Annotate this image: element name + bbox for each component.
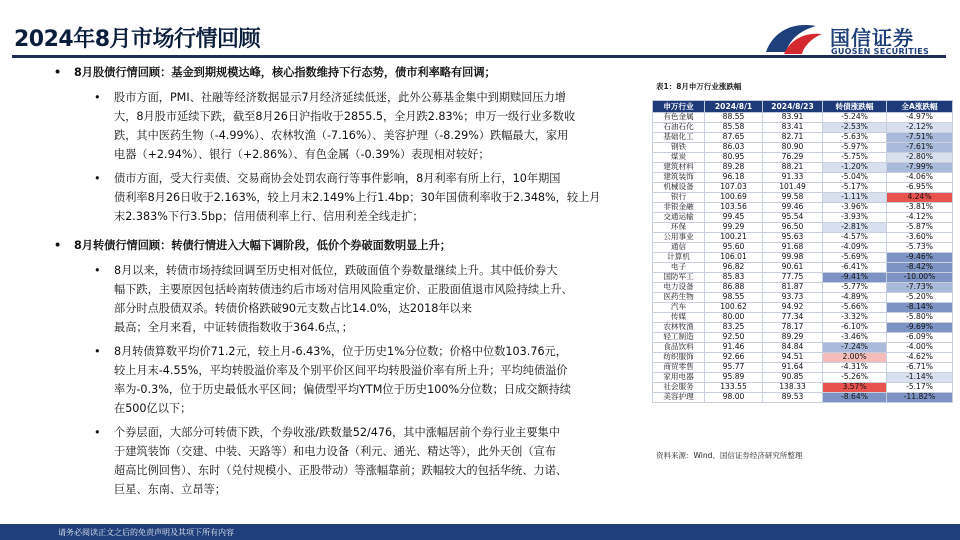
table-cell: 医药生物	[653, 293, 705, 303]
text-line: 于建筑装饰（交建、中装、天路等）和电力设备（利元、通光、精达等），此外天创（宣布	[114, 445, 556, 458]
table-cell: -4.97%	[887, 113, 953, 123]
table-cell: -4.00%	[887, 343, 953, 353]
table-cell: 95.77	[705, 363, 763, 373]
table-cell: 92.50	[705, 333, 763, 343]
table-cell: 100.21	[705, 233, 763, 243]
section-convertible-heading: • 8月转债行情回顾：转债行情进入大幅下调阶段，低价个券破面数明显上升；	[62, 236, 642, 255]
table-cell: 建筑装饰	[653, 173, 705, 183]
brand-logo	[764, 20, 954, 62]
table-cell: 82.71	[763, 133, 823, 143]
table-row	[653, 373, 953, 383]
table-cell: -5.80%	[887, 313, 953, 323]
table-row	[653, 213, 953, 223]
table-cell: 85.58	[705, 123, 763, 133]
table-row	[653, 323, 953, 333]
table-cell: 80.95	[705, 153, 763, 163]
table-row	[653, 193, 953, 203]
table-cell: 85.83	[705, 273, 763, 283]
table-row	[653, 353, 953, 363]
text-line: 巨星、东南、立昂等；	[114, 483, 226, 496]
table-cell: 轻工制造	[653, 333, 705, 343]
table-cell: -3.32%	[823, 313, 887, 323]
table-cell: -9.46%	[887, 253, 953, 263]
table-cell: 99.98	[763, 253, 823, 263]
table-row	[653, 153, 953, 163]
table-cell: -5.66%	[823, 303, 887, 313]
table-cell: 90.61	[763, 263, 823, 273]
bullet-convertible-valuation	[114, 342, 642, 418]
table-cell: 96.50	[763, 223, 823, 233]
table-cell: 84.84	[763, 343, 823, 353]
table-cell: 88.21	[763, 163, 823, 173]
table-cell: -2.81%	[823, 223, 887, 233]
table-cell: 95.89	[705, 373, 763, 383]
table-cell: -3.96%	[823, 203, 887, 213]
bullet-convertible-trend	[114, 261, 642, 337]
table-cell: 94.92	[763, 303, 823, 313]
table-cell: 98.00	[705, 393, 763, 403]
table-cell: 93.73	[763, 293, 823, 303]
table-cell: 社会服务	[653, 383, 705, 393]
table-cell: 4.24%	[887, 193, 953, 203]
text-line: 末2.383%下行3.5bp；信用债利率上行、信用利差全线走扩；	[114, 210, 424, 223]
table-cell: 91.68	[763, 243, 823, 253]
table-caption: 表1：8月申万行业涨跌幅	[656, 82, 742, 91]
table-cell: -4.57%	[823, 233, 887, 243]
table-cell: -5.73%	[887, 243, 953, 253]
table-row	[653, 263, 953, 273]
table-row	[653, 173, 953, 183]
table-cell: -5.77%	[823, 283, 887, 293]
table-cell: -2.12%	[887, 123, 953, 133]
table-row	[653, 133, 953, 143]
table-cell: 103.56	[705, 203, 763, 213]
table-cell: 101.49	[763, 183, 823, 193]
table-cell: 80.90	[763, 143, 823, 153]
table-cell: 81.87	[763, 283, 823, 293]
text-line: • 股市方面，PMI、社融等经济数据显示7月经济延续低迷，此外公募基金集中到期赎回压力增	[114, 91, 566, 104]
table-cell: 家用电器	[653, 373, 705, 383]
table-cell: -4.12%	[887, 213, 953, 223]
text-line: 债利率8月26日收于2.163%，较上月末2.149%上行1.4bp；30年国债利率收于2.348%，较上月	[114, 191, 601, 204]
table-cell: -7.24%	[823, 343, 887, 353]
table-cell: -4.06%	[887, 173, 953, 183]
table-cell: -9.69%	[887, 323, 953, 333]
table-cell: 钢铁	[653, 143, 705, 153]
table-cell: -5.63%	[823, 133, 887, 143]
report-body	[62, 63, 642, 499]
table-cell: 96.18	[705, 173, 763, 183]
table-cell: -5.75%	[823, 153, 887, 163]
footer-bar	[0, 524, 960, 540]
text-line: 率为-0.3%，位于历史最低水平区间；偏债型平均YTM位于历史100%分位数；日成交额持续	[114, 383, 571, 396]
table-row	[653, 273, 953, 283]
table-cell: 138.33	[763, 383, 823, 393]
table-cell: -6.41%	[823, 263, 887, 273]
industry-returns-table	[652, 100, 953, 403]
text-line: 较上月末-4.55%，平均转股溢价率及个别平价区间平均转股溢价率有所上升；平均纯债溢价	[114, 364, 568, 377]
table-cell: 100.69	[705, 193, 763, 203]
table-row	[653, 143, 953, 153]
table-cell: -5.20%	[887, 293, 953, 303]
table-cell: 有色金属	[653, 113, 705, 123]
footer-disclaimer: 请务必阅读正文之后的免责声明及其项下所有内容	[58, 528, 234, 537]
logo-name-en: GUOSEN SECURITIES	[831, 47, 930, 56]
table-cell: 95.63	[763, 233, 823, 243]
section-stock-bond-heading: • 8月股债行情回顾：基金到期规模达峰，核心指数维持下行态势，债市利率略有回调；	[62, 63, 642, 82]
table-cell: 99.58	[763, 193, 823, 203]
text-line: 电器（+2.94%）、银行（+2.86%）、有色金属（-0.39%）表现相对较好；	[114, 148, 490, 161]
table-row	[653, 253, 953, 263]
table-cell: -4.62%	[887, 353, 953, 363]
table-row	[653, 243, 953, 253]
table-cell: 86.88	[705, 283, 763, 293]
table-cell: -5.04%	[823, 173, 887, 183]
table-cell: 80.00	[705, 313, 763, 323]
table-cell: 美容护理	[653, 393, 705, 403]
table-cell: 100.62	[705, 303, 763, 313]
table-row	[653, 363, 953, 373]
table-header-cell: 2024/8/23	[763, 101, 823, 113]
table-cell: 95.54	[763, 213, 823, 223]
text-line: 部分时点股债双杀。转债价格跌破90元支数占比14.0%，达2018年以来	[114, 302, 472, 315]
table-cell: 交通运输	[653, 213, 705, 223]
table-cell: -3.60%	[887, 233, 953, 243]
table-cell: -4.31%	[823, 363, 887, 373]
table-cell: 95.60	[705, 243, 763, 253]
table-cell: 92.66	[705, 353, 763, 363]
table-cell: 99.29	[705, 223, 763, 233]
table-cell: -1.11%	[823, 193, 887, 203]
table-cell: 83.41	[763, 123, 823, 133]
table-row	[653, 233, 953, 243]
table-header-cell: 2024/8/1	[705, 101, 763, 113]
text-line: • 8月以来，转债市场持续回调至历史相对低位，跌破面值个券数量继续上升。其中低价券大	[114, 264, 558, 277]
table-cell: 89.53	[763, 393, 823, 403]
table-cell: 99.45	[705, 213, 763, 223]
table-cell: 机械设备	[653, 183, 705, 193]
table-cell: 94.51	[763, 353, 823, 363]
table-cell: -3.46%	[823, 333, 887, 343]
table-row	[653, 313, 953, 323]
table-cell: 77.34	[763, 313, 823, 323]
table-row	[653, 343, 953, 353]
text-line: 最高；全月来看，中证转债指数收于364.6点，；	[114, 321, 353, 334]
table-cell: 88.55	[705, 113, 763, 123]
table-cell: -1.20%	[823, 163, 887, 173]
table-cell: -6.71%	[887, 363, 953, 373]
table-header-cell: 申万行业	[653, 101, 705, 113]
table-cell: 2.00%	[823, 353, 887, 363]
table-cell: -10.00%	[887, 273, 953, 283]
table-cell: -11.82%	[887, 393, 953, 403]
table-cell: 91.46	[705, 343, 763, 353]
text-line: 大，8月股市延续下跌，截至8月26日沪指收于2855.5，全月跌2.83%；申万一级行业多数收	[114, 110, 576, 123]
table-cell: -7.73%	[887, 283, 953, 293]
table-cell: 传媒	[653, 313, 705, 323]
table-cell: -5.26%	[823, 373, 887, 383]
table-cell: 96.82	[705, 263, 763, 273]
table-cell: 电子	[653, 263, 705, 273]
table-cell: -2.53%	[823, 123, 887, 133]
table-cell: -5.97%	[823, 143, 887, 153]
text-line: 跌，其中医药生物（-4.99%）、农林牧渔（-7.16%）、美容护理（-8.29%）跌幅最大，家用	[114, 129, 569, 142]
table-body	[653, 113, 953, 403]
text-line: • 个券层面，大部分可转债下跌，个券收涨/跌数量52/476，其中涨幅居前个券行业主要集中	[114, 426, 560, 439]
table-row	[653, 113, 953, 123]
table-row	[653, 183, 953, 193]
table-cell: 国防军工	[653, 273, 705, 283]
table-cell: -6.09%	[887, 333, 953, 343]
text-line: 幅下跌，主要原因包括岭南转债违约后市场对信用风险重定价、正股面值退市风险持续上升、	[114, 283, 573, 296]
table-cell: 煤炭	[653, 153, 705, 163]
table-cell: -3.93%	[823, 213, 887, 223]
table-cell: 计算机	[653, 253, 705, 263]
table-cell: 建筑材料	[653, 163, 705, 173]
table-cell: 83.91	[763, 113, 823, 123]
table-cell: 87.65	[705, 133, 763, 143]
table-row	[653, 163, 953, 173]
table-cell: -4.89%	[823, 293, 887, 303]
table-cell: -6.10%	[823, 323, 887, 333]
table-cell: 基础化工	[653, 133, 705, 143]
table-row	[653, 283, 953, 293]
table-cell: -8.14%	[887, 303, 953, 313]
table-cell: 汽车	[653, 303, 705, 313]
table-header-cell: 转债涨跌幅	[823, 101, 887, 113]
table-cell: 106.01	[705, 253, 763, 263]
table-cell: 107.03	[705, 183, 763, 193]
table-cell: -8.64%	[823, 393, 887, 403]
table-cell: -1.14%	[887, 373, 953, 383]
table-cell: 98.55	[705, 293, 763, 303]
table-cell: 商贸零售	[653, 363, 705, 373]
table-cell: 公用事业	[653, 233, 705, 243]
table-cell: 90.85	[763, 373, 823, 383]
bullet-stock-market	[114, 88, 642, 164]
text-line: 在500亿以下；	[114, 402, 192, 415]
table-cell: -7.51%	[887, 133, 953, 143]
table-cell: -3.81%	[887, 203, 953, 213]
bullet-convertible-individual	[114, 423, 642, 499]
table-cell: 89.28	[705, 163, 763, 173]
table-cell: 91.64	[763, 363, 823, 373]
bullet-bond-market	[114, 169, 642, 226]
table-cell: 纺织服饰	[653, 353, 705, 363]
table-cell: -8.42%	[887, 263, 953, 273]
table-header-cell: 全A涨跌幅	[887, 101, 953, 113]
table-cell: 非银金融	[653, 203, 705, 213]
table-row	[653, 293, 953, 303]
text-line: • 债市方面，受大行卖债、交易商协会处罚农商行等事件影响，8月利率有所上行，10年期国	[114, 172, 561, 185]
table-row	[653, 303, 953, 313]
table-cell: 农林牧渔	[653, 323, 705, 333]
table-cell: 133.55	[705, 383, 763, 393]
table-cell: -5.87%	[887, 223, 953, 233]
table-cell: -6.95%	[887, 183, 953, 193]
table-cell: -5.24%	[823, 113, 887, 123]
table-cell: -5.17%	[887, 383, 953, 393]
table-cell: 76.29	[763, 153, 823, 163]
table-row	[653, 123, 953, 133]
table-cell: 78.17	[763, 323, 823, 333]
table-cell: 83.25	[705, 323, 763, 333]
table-cell: 电力设备	[653, 283, 705, 293]
table-row	[653, 383, 953, 393]
table-cell: 77.75	[763, 273, 823, 283]
table-cell: 91.33	[763, 173, 823, 183]
table-cell: -4.09%	[823, 243, 887, 253]
logo-name-cn: 国信证券	[830, 26, 914, 50]
table-row	[653, 223, 953, 233]
table-cell: 银行	[653, 193, 705, 203]
table-cell: -2.80%	[887, 153, 953, 163]
table-source-note: 资料来源：Wind、国信证券经济研究所整理	[656, 451, 803, 460]
table-cell: 环保	[653, 223, 705, 233]
guosen-logo-icon	[764, 20, 826, 62]
table-cell: -5.17%	[823, 183, 887, 193]
table-cell: 通信	[653, 243, 705, 253]
table-cell: -7.99%	[887, 163, 953, 173]
table-cell: 石油石化	[653, 123, 705, 133]
table-cell: 99.46	[763, 203, 823, 213]
table-cell: -7.61%	[887, 143, 953, 153]
table-cell: 89.29	[763, 333, 823, 343]
table-row	[653, 333, 953, 343]
text-line: • 8月转债算数平均价71.2元，较上月-6.43%，位于历史1%分位数；价格中位数103.76元，	[114, 345, 567, 358]
table-cell: 3.57%	[823, 383, 887, 393]
table-header-row	[653, 101, 953, 113]
table-cell: -5.69%	[823, 253, 887, 263]
table-row	[653, 203, 953, 213]
page-title: 2024年8月市场行情回顾	[14, 27, 261, 52]
table-cell: -9.41%	[823, 273, 887, 283]
table-cell: 86.03	[705, 143, 763, 153]
text-line: 超高比例回售）、东时（兑付规模小、正股带动）等涨幅靠前；跌幅较大的包括华统、力诺、	[114, 464, 568, 477]
table-cell: 食品饮料	[653, 343, 705, 353]
table-row	[653, 393, 953, 403]
